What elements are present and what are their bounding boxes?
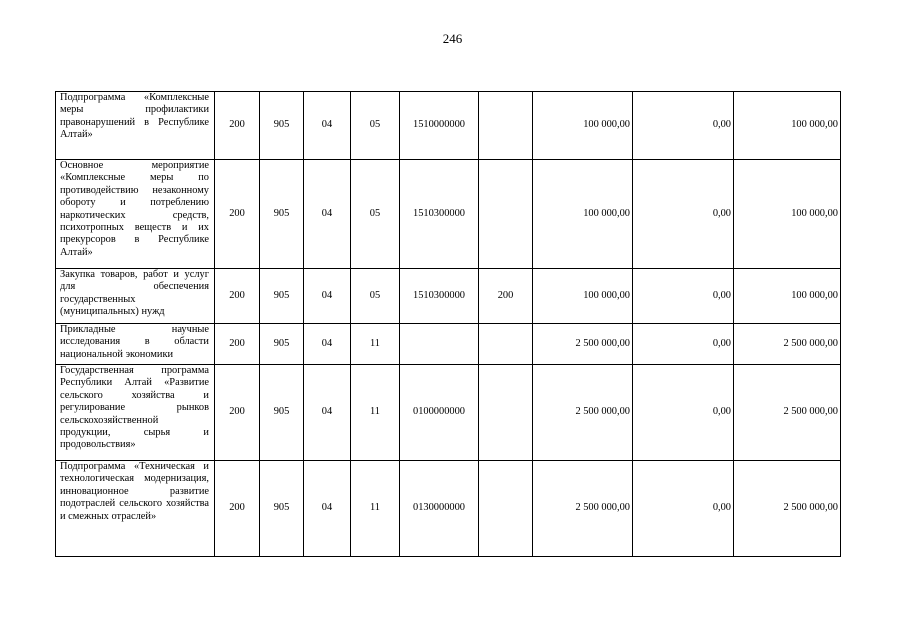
- target-article-cell: 0130000000: [400, 461, 479, 557]
- section-code-cell: 04: [304, 269, 351, 324]
- subsection-code-cell: 05: [351, 92, 400, 160]
- target-article-cell: 0100000000: [400, 365, 479, 461]
- expense-type-cell: [479, 160, 533, 269]
- row-name: Подпрограмма «Техническая и технологическая модернизация, инновационное развитие подотраслей сельского хозяйства и смежных отраслей»: [56, 461, 215, 557]
- expense-type-cell: [479, 324, 533, 365]
- amount-cell: 2 500 000,00: [533, 324, 633, 365]
- admin-code-cell: 200: [215, 324, 260, 365]
- ministry-code-cell: 905: [260, 160, 304, 269]
- amount-cell: 0,00: [633, 269, 734, 324]
- amount-cell: 0,00: [633, 92, 734, 160]
- amount-cell: 2 500 000,00: [734, 365, 841, 461]
- amount-cell: 0,00: [633, 160, 734, 269]
- amount-cell: 100 000,00: [734, 269, 841, 324]
- subsection-code-cell: 05: [351, 269, 400, 324]
- target-article-cell: [400, 324, 479, 365]
- amount-cell: 100 000,00: [734, 92, 841, 160]
- ministry-code-cell: 905: [260, 92, 304, 160]
- expense-type-cell: [479, 461, 533, 557]
- amount-cell: 2 500 000,00: [734, 324, 841, 365]
- expense-type-cell: 200: [479, 269, 533, 324]
- target-article-cell: 1510000000: [400, 92, 479, 160]
- row-name: Закупка товаров, работ и услуг для обеспечения государственных (муниципальных) нужд: [56, 269, 215, 324]
- amount-cell: 2 500 000,00: [533, 461, 633, 557]
- ministry-code-cell: 905: [260, 461, 304, 557]
- section-code-cell: 04: [304, 365, 351, 461]
- subsection-code-cell: 05: [351, 160, 400, 269]
- budget-table: [55, 91, 841, 557]
- admin-code-cell: 200: [215, 160, 260, 269]
- table-row: [56, 92, 841, 160]
- ministry-code-cell: 905: [260, 324, 304, 365]
- amount-cell: 100 000,00: [533, 160, 633, 269]
- page-number: 246: [442, 31, 463, 46]
- section-code-cell: 04: [304, 160, 351, 269]
- admin-code-cell: 200: [215, 461, 260, 557]
- table-row: [56, 461, 841, 557]
- amount-cell: 0,00: [633, 461, 734, 557]
- amount-cell: 0,00: [633, 365, 734, 461]
- admin-code-cell: 200: [215, 365, 260, 461]
- subsection-code-cell: 11: [351, 461, 400, 557]
- admin-code-cell: 200: [215, 269, 260, 324]
- row-name: Прикладные научные исследования в области национальной экономики: [56, 324, 215, 365]
- table-row: [56, 269, 841, 324]
- amount-cell: 2 500 000,00: [734, 461, 841, 557]
- amount-cell: 100 000,00: [533, 92, 633, 160]
- ministry-code-cell: 905: [260, 269, 304, 324]
- row-name: Подпрограмма «Комплексные меры профилактики правонарушений в Республике Алтай»: [56, 92, 215, 160]
- ministry-code-cell: 905: [260, 365, 304, 461]
- amount-cell: 0,00: [633, 324, 734, 365]
- expense-type-cell: [479, 365, 533, 461]
- amount-cell: 100 000,00: [734, 160, 841, 269]
- row-name: Основное мероприятие «Комплексные меры по противодействию незаконному обороту и потреблению наркотических средств, психотропных веществ и их прекурсоров в Республике Алтай»: [56, 160, 215, 269]
- section-code-cell: 04: [304, 461, 351, 557]
- table-row: [56, 324, 841, 365]
- amount-cell: 100 000,00: [533, 269, 633, 324]
- section-code-cell: 04: [304, 92, 351, 160]
- target-article-cell: 1510300000: [400, 269, 479, 324]
- subsection-code-cell: 11: [351, 324, 400, 365]
- table-row: [56, 365, 841, 461]
- expense-type-cell: [479, 92, 533, 160]
- subsection-code-cell: 11: [351, 365, 400, 461]
- admin-code-cell: 200: [215, 92, 260, 160]
- section-code-cell: 04: [304, 324, 351, 365]
- amount-cell: 2 500 000,00: [533, 365, 633, 461]
- target-article-cell: 1510300000: [400, 160, 479, 269]
- table-row: [56, 160, 841, 269]
- row-name: Государственная программа Республики Алтай «Развитие сельского хозяйства и регулирование рынков сельскохозяйственной продукции, сырья и продовольствия»: [56, 365, 215, 461]
